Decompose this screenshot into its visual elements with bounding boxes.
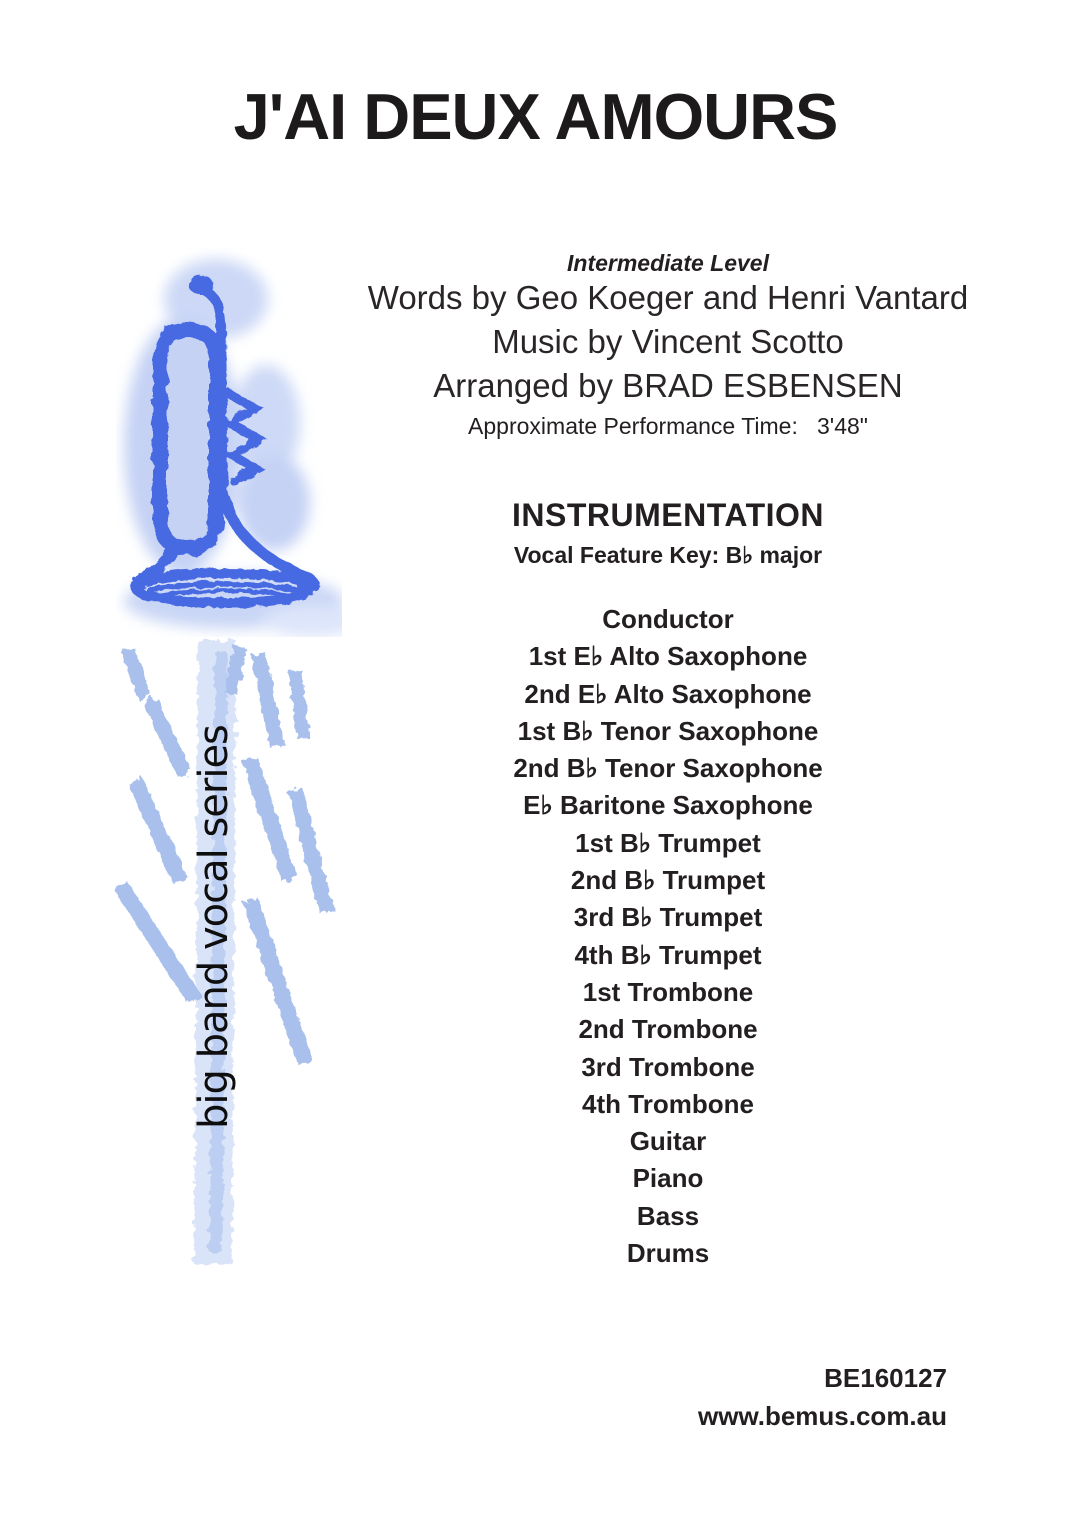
credit-words: Words by Geo Koeger and Henri Vantard bbox=[367, 279, 969, 316]
instrument-item: 2nd B♭ Tenor Saxophone bbox=[513, 753, 823, 784]
instrument-item: Drums bbox=[626, 1238, 710, 1269]
vocal-key-line: Vocal Feature Key: B♭ major bbox=[513, 542, 823, 568]
instrument-item: 2nd E♭ Alto Saxophone bbox=[524, 678, 812, 709]
series-banner-text: big band vocal series bbox=[191, 725, 237, 1129]
instrument-item: E♭ Baritone Saxophone bbox=[523, 790, 813, 821]
website-text: www.bemus.com.au bbox=[698, 1401, 947, 1431]
instrument-item: 1st Trombone bbox=[582, 976, 754, 1007]
instrument-item: Bass bbox=[636, 1200, 700, 1231]
page-title: J'AI DEUX AMOURS bbox=[233, 80, 838, 153]
instrument-item: 3rd Trombone bbox=[581, 1051, 755, 1082]
instrument-item: 3rd B♭ Trumpet bbox=[573, 902, 763, 933]
instrument-item: 2nd B♭ Trumpet bbox=[570, 865, 766, 896]
instrument-item: 1st B♭ Trumpet bbox=[575, 827, 761, 858]
instrument-item: Piano bbox=[632, 1163, 704, 1194]
footer-block bbox=[698, 1359, 947, 1435]
instrument-item: Guitar bbox=[629, 1126, 707, 1157]
instrument-item: 4th B♭ Trumpet bbox=[574, 939, 762, 970]
credit-arranger: Arranged by BRAD ESBENSEN bbox=[433, 367, 903, 404]
instrument-item: Conductor bbox=[602, 604, 734, 634]
instrumentation-heading: INSTRUMENTATION bbox=[511, 497, 825, 533]
instrument-list bbox=[268, 601, 1068, 1272]
credit-music: Music by Vincent Scotto bbox=[492, 323, 844, 360]
instrument-item: 2nd Trombone bbox=[578, 1014, 758, 1045]
instrument-item: 1st B♭ Tenor Saxophone bbox=[517, 715, 819, 746]
instrument-item: 1st E♭ Alto Saxophone bbox=[528, 641, 808, 672]
catalog-number: BE160127 bbox=[824, 1363, 947, 1393]
instrument-item: 4th Trombone bbox=[582, 1088, 754, 1119]
level-label: Intermediate Level bbox=[567, 250, 769, 276]
performance-time: Approximate Performance Time: 3'48" bbox=[468, 413, 868, 439]
